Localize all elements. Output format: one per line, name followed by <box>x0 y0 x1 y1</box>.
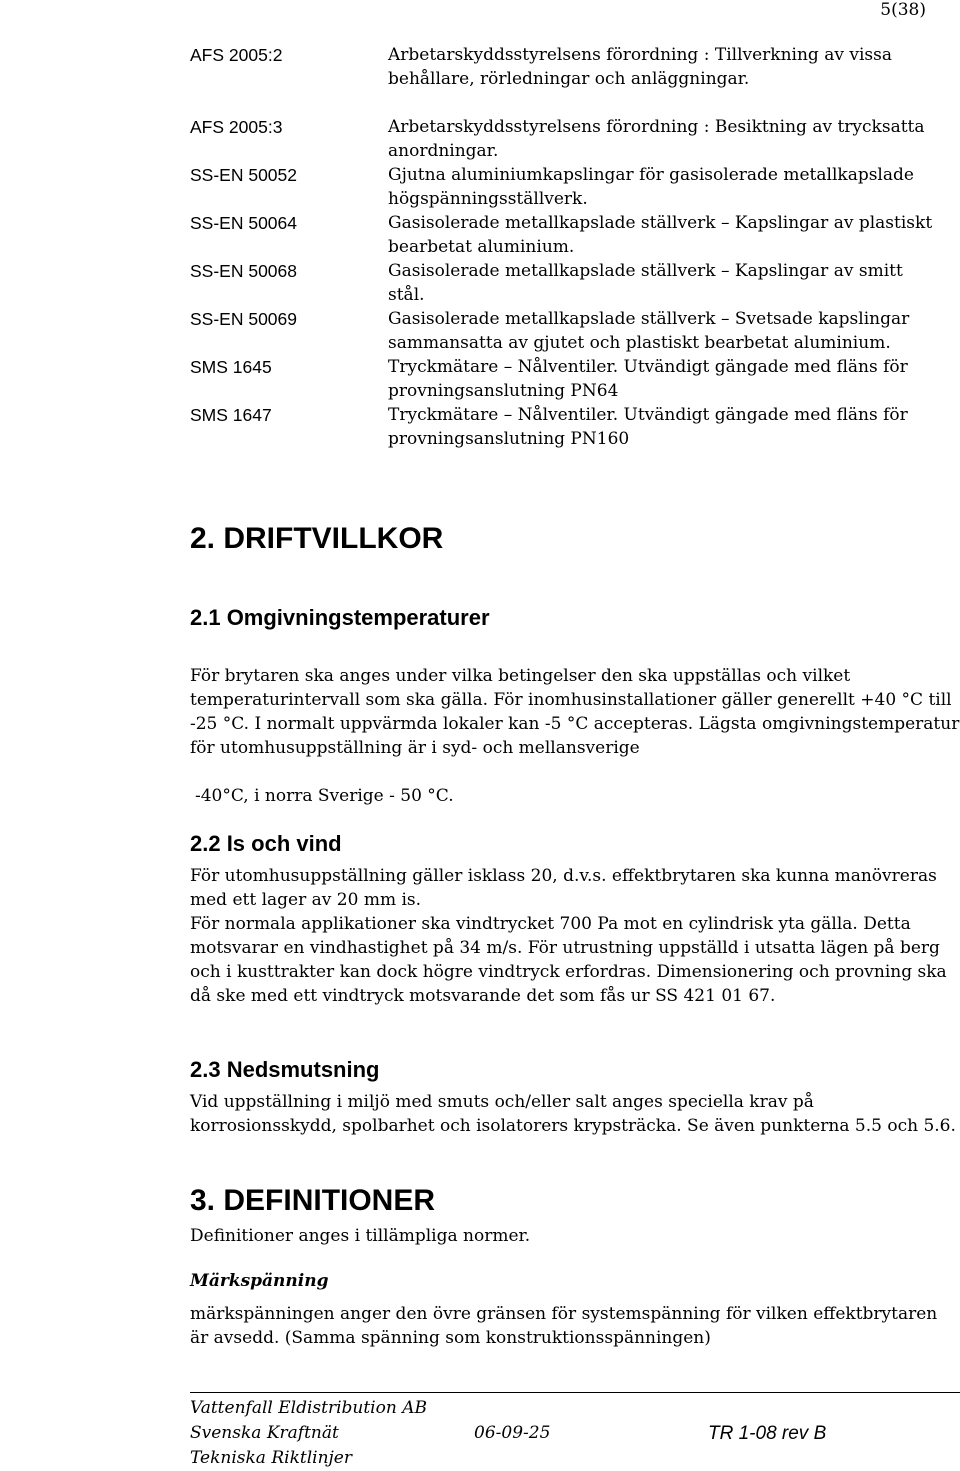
reference-text: Tryckmätare – Nålventiler. Utvändigt gängade med fläns för provningsanslutning PN64 <box>388 357 908 401</box>
definition-term: Märkspänning <box>190 1271 329 1291</box>
reference-item <box>190 355 940 403</box>
footer-company: Vattenfall Eldistribution AB <box>190 1398 427 1418</box>
reference-code: SMS 1647 <box>190 405 272 425</box>
reference-text: Tryckmätare – Nålventiler. Utvändigt gängade med fläns för provningsanslutning PN160 <box>388 405 908 449</box>
section-heading-driftvillkor: 2. DRIFTVILLKOR <box>190 522 444 555</box>
reference-text: Gjutna aluminiumkapslingar för gasisolerade metallkapslade högspänningsställverk. <box>388 165 914 209</box>
reference-code: SMS 1645 <box>190 357 272 377</box>
subsection-heading-is-och-vind: 2.2 Is och vind <box>190 831 342 856</box>
reference-code: AFS 2005:3 <box>190 117 283 137</box>
paragraph-pollution: Vid uppställning i miljö med smuts och/eller salt anges speciella krav på korrosionsskydd, spolbarhet och isolatorers krypsträcka. Se även punkterna 5.5 och 5.6. <box>190 1092 956 1136</box>
references-list <box>190 43 940 451</box>
page-number: 5(38) <box>880 0 926 20</box>
reference-text: Arbetarskyddsstyrelsens förordning : Besiktning av trycksatta anordningar. <box>388 117 925 161</box>
reference-item <box>190 115 940 163</box>
reference-text: Arbetarskyddsstyrelsens förordning : Tillverkning av vissa behållare, rörledningar och anläggningar. <box>388 45 892 89</box>
reference-item <box>190 403 940 451</box>
reference-item <box>190 259 940 307</box>
definition-text: märkspänningen anger den övre gränsen för systemspänning för vilken effektbrytaren är avsedd. (Samma spänning som konstruktionsspänningen) <box>190 1304 938 1348</box>
reference-text: Gasisolerade metallkapslade ställverk – Kapslingar av plastiskt bearbetat aluminium. <box>388 213 933 257</box>
paragraph-temperature-limits: -40°C, i norra Sverige - 50 °C. <box>195 786 454 806</box>
paragraph-ice: För utomhusuppställning gäller isklass 20, d.v.s. effektbrytaren ska kunna manövreras med ett lager av 20 mm is. <box>190 866 937 910</box>
paragraph-definitions-intro: Definitioner anges i tillämpliga normer. <box>190 1226 531 1246</box>
footer-date: 06-09-25 <box>474 1423 551 1443</box>
reference-item <box>190 211 940 259</box>
paragraph-wind: För normala applikationer ska vindtrycket 700 Pa mot en cylindrisk yta gälla. Detta motsvarar en vindhastighet på 34 m/s. För utrustning uppställd i utsatta lägen på berg och i kusttrakter kan dock högre vindtryck erfordras. Dimensionering och provning ska då ske med ett vindtryck motsvarande det som fås ur SS 421 01 67. <box>190 914 947 1006</box>
reference-item <box>190 307 940 355</box>
paragraph-temperature: För brytaren ska anges under vilka betingelser den ska uppställas och vilket temperaturintervall som ska gälla. För inomhusinstallationer gäller generellt +40 °C till -25 °C. I normalt uppvärmda lokaler kan -5 °C accepteras. Lägsta omgivningstemperatur för utomhusuppställning är i syd- och mellansverige <box>190 666 960 758</box>
footer-document-type: Tekniska Riktlinjer <box>190 1448 352 1468</box>
reference-code: SS-EN 50052 <box>190 165 298 185</box>
subsection-heading-nedsmutsning: 2.3 Nedsmutsning <box>190 1057 380 1082</box>
footer-document-reference: TR 1-08 rev B <box>708 1423 827 1444</box>
reference-text: Gasisolerade metallkapslade ställverk – Kapslingar av smitt stål. <box>388 261 903 305</box>
reference-item <box>190 43 940 91</box>
reference-code: AFS 2005:2 <box>190 45 283 65</box>
footer <box>190 1396 890 1471</box>
section-heading-definitioner: 3. DEFINITIONER <box>190 1184 436 1217</box>
footer-divider <box>190 1392 960 1393</box>
reference-code: SS-EN 50069 <box>190 309 298 329</box>
footer-organization: Svenska Kraftnät <box>190 1423 339 1443</box>
subsection-heading-omgivningstemperaturer: 2.1 Omgivningstemperaturer <box>190 605 490 630</box>
reference-code: SS-EN 50064 <box>190 213 298 233</box>
reference-item <box>190 163 940 211</box>
reference-text: Gasisolerade metallkapslade ställverk – Svetsade kapslingar sammansatta av gjutet och plastiskt bearbetat aluminium. <box>388 309 910 353</box>
reference-code: SS-EN 50068 <box>190 261 298 281</box>
